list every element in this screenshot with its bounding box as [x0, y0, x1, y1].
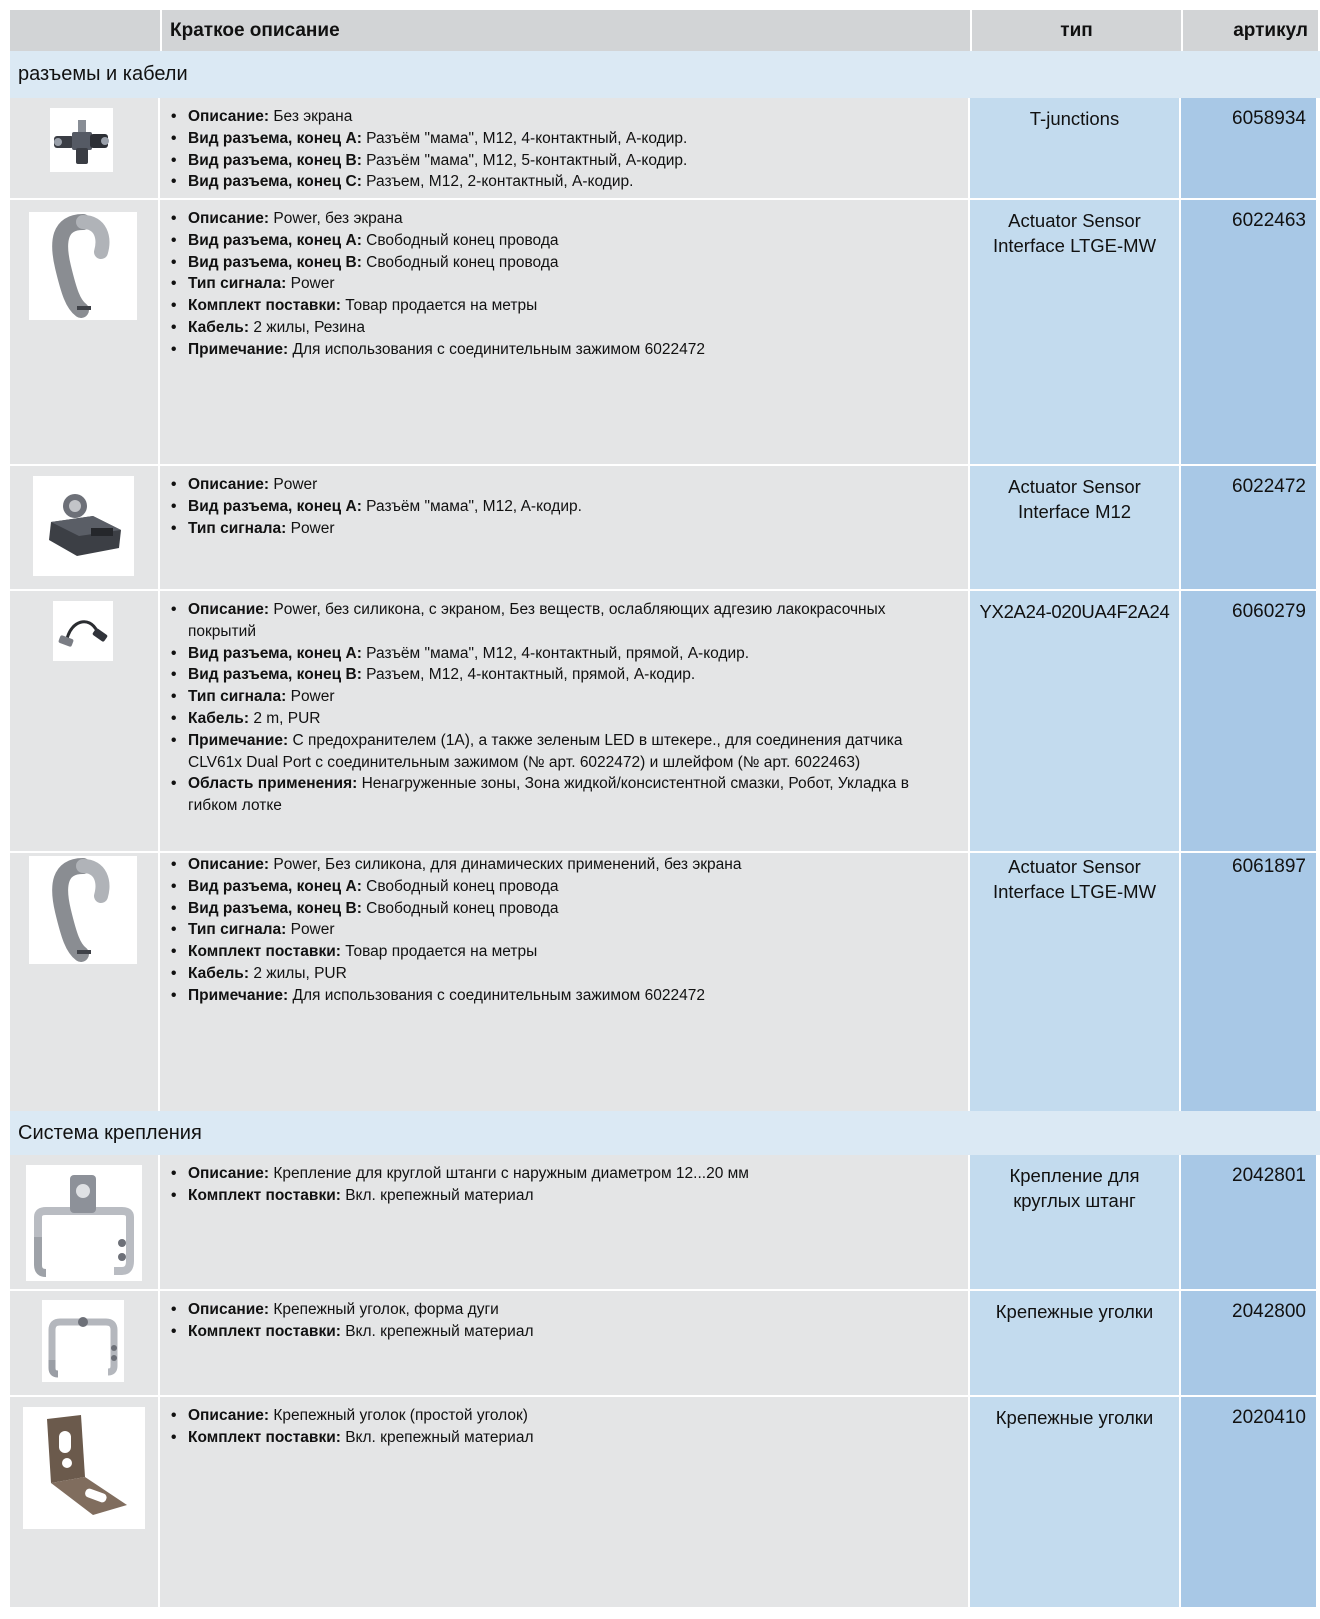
spec-item [168, 1405, 952, 1427]
spec-label: Примечание: [188, 340, 289, 358]
spec-label: Вид разъема, конец B: [188, 666, 362, 684]
spec-value: Для использования с соединительным зажимом 6022472 [288, 340, 705, 358]
spec-item [168, 1299, 952, 1321]
spec-item [168, 317, 952, 339]
spec-label: Вид разъема, конец A: [188, 129, 362, 147]
spec-item [168, 128, 952, 150]
spec-value: Ненагруженные зоны, Зона жидкой/консистентной смазки, Робот, Укладка в гибком лотке [188, 775, 909, 815]
spec-label: Кабель: [188, 318, 250, 336]
description-cell [160, 853, 970, 1111]
table-header [10, 10, 1320, 51]
description-cell [160, 1155, 970, 1289]
spec-item [168, 941, 952, 963]
section-title-mounting-system: Система крепления [10, 1111, 1320, 1155]
spec-value: Power [286, 921, 335, 939]
spec-label: Описание: [188, 1165, 270, 1182]
spec-value: Крепежный уголок (простой уголок) [269, 1407, 528, 1424]
spec-label: Вид разъема, конец A: [188, 231, 362, 249]
spec-item [168, 295, 952, 317]
table-row [10, 853, 1320, 1111]
spec-label: Область применения: [188, 775, 358, 793]
header-article: артикул [1183, 10, 1318, 51]
spec-value: Разъем, M12, 4-контактный, прямой, A-кодир. [361, 666, 696, 684]
cable-clamp-connector-icon [33, 476, 134, 576]
type-cell: T-junctions [970, 98, 1181, 198]
spec-label: Тип сигнала: [188, 921, 287, 939]
spec-label: Описание: [188, 1301, 270, 1318]
spec-value: Power [269, 476, 318, 493]
spec-item [168, 730, 952, 774]
spec-value: Крепежный уголок, форма дуги [269, 1301, 499, 1318]
round-rod-mount-icon [26, 1165, 142, 1281]
spec-item [168, 854, 952, 876]
spec-item [168, 963, 952, 985]
spec-value: Разъём "мама", M12, A-кодир. [361, 497, 582, 515]
spec-label: Тип сигнала: [188, 275, 287, 293]
spec-label: Вид разъема, конец A: [188, 877, 362, 895]
table-row [10, 1155, 1320, 1289]
spec-item [168, 985, 952, 1007]
spec-value: Товар продается на метры [340, 943, 538, 961]
spec-item [168, 686, 952, 708]
type-cell: Actuator Sensor Interface M12 [970, 466, 1181, 589]
product-image-cell [10, 853, 160, 1111]
spec-item [168, 106, 952, 128]
spec-item [168, 339, 952, 361]
article-number: 2020410 [1181, 1397, 1316, 1607]
article-number: 6060279 [1181, 591, 1316, 851]
section-title-connectors-cables: разъемы и кабели [10, 51, 1320, 98]
spec-value: Крепление для круглой штанги с наружным диаметром 12...20 мм [269, 1165, 749, 1182]
spec-item [168, 773, 952, 817]
spec-item [168, 919, 952, 941]
spec-item [168, 474, 952, 496]
header-image-column [10, 10, 162, 51]
description-cell [160, 466, 970, 589]
spec-item [168, 664, 952, 686]
flat-cable-roll-icon [29, 212, 137, 320]
spec-value: Power [286, 275, 335, 293]
spec-label: Примечание: [188, 986, 289, 1004]
spec-label: Тип сигнала: [188, 519, 287, 537]
article-number: 2042800 [1181, 1291, 1316, 1395]
spec-label: Описание: [188, 856, 270, 873]
spec-value: Разъем, M12, 2-контактный, A-кодир. [361, 173, 634, 191]
table-row [10, 466, 1320, 589]
spec-label: Описание: [188, 1407, 270, 1424]
spec-label: Комплект поставки: [188, 1428, 341, 1446]
description-cell [160, 200, 970, 464]
spec-value: Power, без экрана [269, 210, 403, 227]
spec-value: С предохранителем (1A), а также зеленым LED в штекере., для соединения датчика CLV61x Dual Port с соединительным зажимом (№ арт. 6022472) и шлейфом (№ арт. 6022463) [188, 731, 903, 771]
spec-value: Power [286, 688, 335, 706]
description-cell [160, 1397, 970, 1607]
spec-value: 2 жилы, PUR [249, 964, 347, 982]
type-cell: YX2A24-020UA4F2A24 [970, 591, 1181, 851]
type-cell: Крепежные уголки [970, 1397, 1181, 1607]
description-cell [160, 1291, 970, 1395]
table-row [10, 591, 1320, 851]
spec-label: Описание: [188, 601, 270, 618]
spec-label: Вид разъема, конец A: [188, 644, 362, 662]
spec-label: Кабель: [188, 964, 250, 982]
spec-value: Power, Без силикона, для динамических применений, без экрана [269, 856, 742, 873]
header-type: тип [972, 10, 1183, 51]
spec-value: Вкл. крепежный материал [340, 1322, 534, 1340]
spec-label: Вид разъема, конец C: [188, 173, 362, 191]
spec-item [168, 1321, 952, 1343]
table-row [10, 200, 1320, 464]
spec-item [168, 230, 952, 252]
spec-item [168, 273, 952, 295]
type-cell: Крепежные уголки [970, 1291, 1181, 1395]
spec-value: Разъём "мама", M12, 5-контактный, A-кодир. [361, 151, 688, 169]
spec-value: Power [286, 519, 335, 537]
patch-cable-icon [53, 601, 113, 661]
spec-value: Товар продается на метры [340, 297, 538, 315]
product-image-cell [10, 1397, 160, 1607]
product-image-cell [10, 200, 160, 464]
spec-label: Тип сигнала: [188, 688, 287, 706]
product-image-cell [10, 1155, 160, 1289]
t-junction-connector-icon [50, 108, 113, 172]
spec-item [168, 518, 952, 540]
spec-value: Свободный конец провода [361, 231, 559, 249]
spec-label: Комплект поставки: [188, 1322, 341, 1340]
spec-item [168, 1185, 952, 1207]
spec-value: Свободный конец провода [361, 253, 559, 271]
accessories-table [10, 10, 1320, 1607]
product-image-cell [10, 591, 160, 851]
spec-value: Power, без силикона, с экраном, Без веществ, ослабляющих адгезию лакокрасочных покрытий [188, 601, 886, 640]
spec-label: Вид разъема, конец A: [188, 497, 362, 515]
spec-label: Вид разъема, конец B: [188, 899, 362, 917]
spec-label: Описание: [188, 108, 270, 125]
spec-label: Комплект поставки: [188, 297, 341, 315]
flat-cable-roll-icon [29, 856, 137, 964]
article-number: 6058934 [1181, 98, 1316, 198]
spec-value: Свободный конец провода [361, 877, 559, 895]
spec-label: Комплект поставки: [188, 943, 341, 961]
product-image-cell [10, 1291, 160, 1395]
spec-item [168, 708, 952, 730]
table-row [10, 98, 1320, 198]
spec-label: Описание: [188, 476, 270, 493]
spec-value: Разъём "мама", M12, 4-контактный, прямой, A-кодир. [361, 644, 750, 662]
spec-label: Примечание: [188, 731, 289, 749]
type-cell: Actuator Sensor Interface LTGE-MW [970, 200, 1181, 464]
spec-label: Вид разъема, конец B: [188, 253, 362, 271]
table-row [10, 1397, 1320, 1607]
spec-label: Кабель: [188, 709, 250, 727]
angle-bracket-icon [23, 1407, 145, 1529]
spec-value: Вкл. крепежный материал [340, 1428, 534, 1446]
spec-item [168, 599, 952, 643]
description-cell [160, 591, 970, 851]
spec-item [168, 208, 952, 230]
spec-value: Вкл. крепежный материал [340, 1186, 534, 1204]
spec-item [168, 1427, 952, 1449]
spec-value: 2 жилы, Резина [249, 318, 365, 336]
spec-label: Описание: [188, 210, 270, 227]
arc-bracket-icon [42, 1300, 124, 1382]
article-number: 6022472 [1181, 466, 1316, 589]
table-row [10, 1291, 1320, 1395]
spec-value: Для использования с соединительным зажимом 6022472 [288, 986, 705, 1004]
type-cell: Крепление для круглых штанг [970, 1155, 1181, 1289]
description-cell [160, 98, 970, 198]
spec-value: Разъём "мама", M12, 4-контактный, A-кодир. [361, 129, 688, 147]
spec-item [168, 252, 952, 274]
spec-value: Свободный конец провода [361, 899, 559, 917]
spec-item [168, 496, 952, 518]
spec-item [168, 876, 952, 898]
spec-item [168, 643, 952, 665]
spec-value: 2 m, PUR [249, 709, 321, 727]
spec-label: Вид разъема, конец B: [188, 151, 362, 169]
spec-item [168, 150, 952, 172]
product-image-cell [10, 98, 160, 198]
article-number: 2042801 [1181, 1155, 1316, 1289]
spec-item [168, 1163, 952, 1185]
spec-value: Без экрана [269, 108, 353, 125]
spec-item [168, 898, 952, 920]
type-cell: Actuator Sensor Interface LTGE-MW [970, 853, 1181, 1111]
article-number: 6061897 [1181, 853, 1316, 1111]
header-description: Краткое описание [162, 10, 972, 51]
article-number: 6022463 [1181, 200, 1316, 464]
spec-item [168, 171, 952, 193]
spec-label: Комплект поставки: [188, 1186, 341, 1204]
product-image-cell [10, 466, 160, 589]
